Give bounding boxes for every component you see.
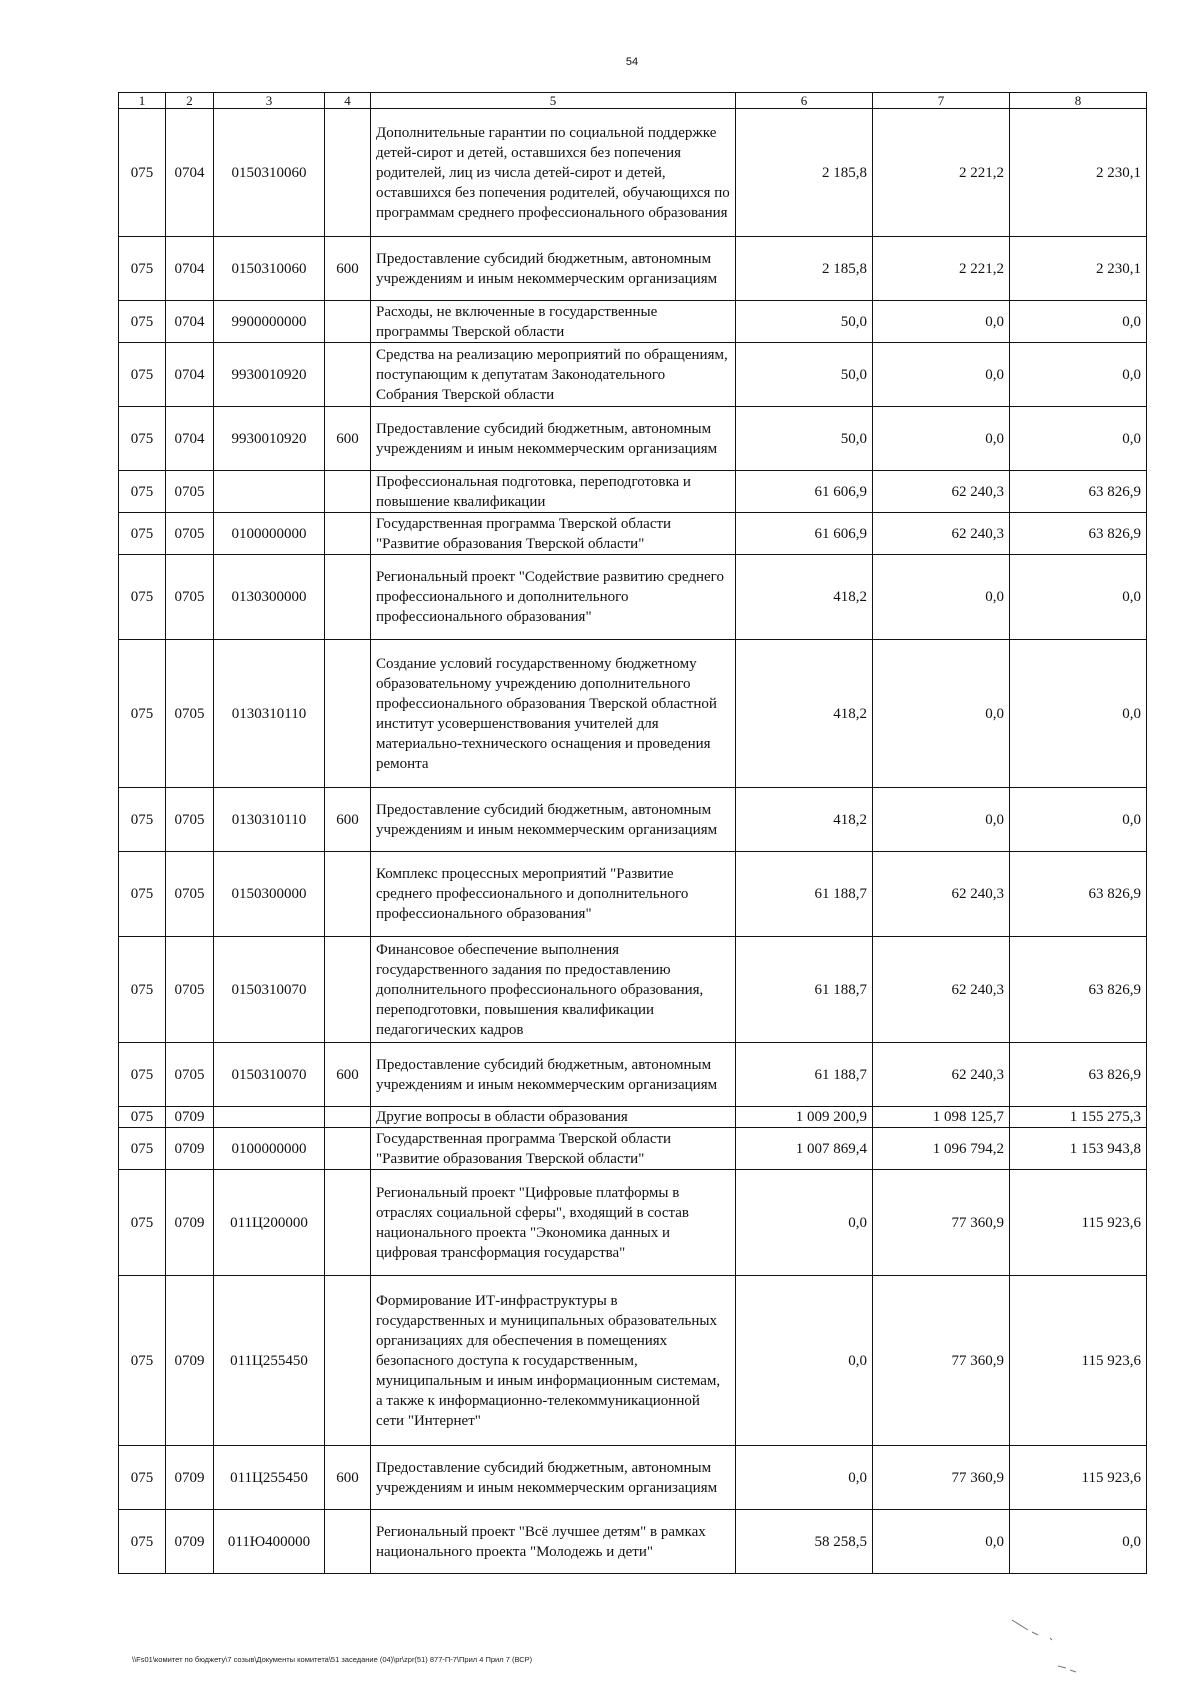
cell-section-code: 0709 [166, 1276, 214, 1446]
cell-amount-col7: 0,0 [873, 407, 1010, 471]
cell-amount-col7: 77 360,9 [873, 1170, 1010, 1276]
cell-code-admin: 075 [119, 1170, 166, 1276]
cell-description: Региональный проект "Содействие развитию среднего профессионального и дополнительного профессионального образования" [371, 555, 736, 640]
table-row [119, 640, 1147, 788]
cell-expense-type [325, 640, 371, 788]
cell-target-article: 0150310070 [214, 1043, 325, 1107]
cell-description: Региональный проект "Цифровые платформы в отраслях социальной сферы", входящий в состав национального проекта "Экономика данных и цифровая трансформация государства" [371, 1170, 736, 1276]
cell-amount-col7: 2 221,2 [873, 109, 1010, 237]
cell-expense-type [325, 555, 371, 640]
cell-amount-col6: 1 007 869,4 [736, 1128, 873, 1170]
cell-amount-col7: 77 360,9 [873, 1276, 1010, 1446]
cell-amount-col7: 0,0 [873, 640, 1010, 788]
cell-target-article: 011Ц255450 [214, 1446, 325, 1510]
cell-section-code: 0709 [166, 1446, 214, 1510]
cell-code-admin: 075 [119, 471, 166, 513]
cell-expense-type [325, 1170, 371, 1276]
cell-section-code: 0705 [166, 937, 214, 1043]
cell-section-code: 0704 [166, 343, 214, 407]
cell-description: Предоставление субсидий бюджетным, автономным учреждениям и иным некоммерческим организациям [371, 1446, 736, 1510]
cell-code-admin: 075 [119, 1510, 166, 1574]
cell-amount-col6: 61 606,9 [736, 513, 873, 555]
cell-amount-col8: 0,0 [1010, 788, 1147, 852]
cell-description: Расходы, не включенные в государственные программы Тверской области [371, 301, 736, 343]
cell-section-code: 0705 [166, 471, 214, 513]
table-row [119, 1276, 1147, 1446]
cell-description: Профессиональная подготовка, переподготовка и повышение квалификации [371, 471, 736, 513]
cell-amount-col7: 77 360,9 [873, 1446, 1010, 1510]
cell-target-article: 0100000000 [214, 1128, 325, 1170]
cell-code-admin: 075 [119, 1276, 166, 1446]
cell-amount-col6: 61 188,7 [736, 1043, 873, 1107]
cell-amount-col8: 0,0 [1010, 301, 1147, 343]
cell-amount-col7: 62 240,3 [873, 471, 1010, 513]
column-header: 2 [166, 93, 214, 109]
budget-table [118, 92, 1147, 1574]
cell-target-article [214, 1107, 325, 1128]
cell-section-code: 0709 [166, 1128, 214, 1170]
cell-target-article: 0150310060 [214, 237, 325, 301]
cell-code-admin: 075 [119, 640, 166, 788]
cell-expense-type [325, 1276, 371, 1446]
cell-target-article: 011Ц255450 [214, 1276, 325, 1446]
column-header: 6 [736, 93, 873, 109]
cell-description: Создание условий государственному бюджетному образовательному учреждению дополнительного профессионального образования Тверской областной институт усовершенствования учителей для материально-технического оснащения и проведения ремонта [371, 640, 736, 788]
cell-target-article: 0150310070 [214, 937, 325, 1043]
cell-amount-col8: 1 153 943,8 [1010, 1128, 1147, 1170]
cell-amount-col6: 2 185,8 [736, 109, 873, 237]
page-number: 54 [625, 56, 639, 68]
cell-amount-col8: 2 230,1 [1010, 109, 1147, 237]
cell-amount-col6: 418,2 [736, 555, 873, 640]
cell-code-admin: 075 [119, 237, 166, 301]
cell-amount-col7: 2 221,2 [873, 237, 1010, 301]
cell-description: Государственная программа Тверской области "Развитие образования Тверской области" [371, 1128, 736, 1170]
cell-section-code: 0705 [166, 640, 214, 788]
cell-section-code: 0709 [166, 1170, 214, 1276]
cell-target-article: 0150300000 [214, 852, 325, 937]
column-header: 5 [371, 93, 736, 109]
table-row [119, 407, 1147, 471]
cell-section-code: 0705 [166, 513, 214, 555]
cell-target-article: 9930010920 [214, 343, 325, 407]
cell-expense-type [325, 513, 371, 555]
cell-amount-col8: 115 923,6 [1010, 1170, 1147, 1276]
cell-description: Региональный проект "Всё лучшее детям" в рамках национального проекта "Молодежь и дети" [371, 1510, 736, 1574]
cell-amount-col6: 61 606,9 [736, 471, 873, 513]
cell-expense-type [325, 1510, 371, 1574]
table-row [119, 1107, 1147, 1128]
table-row [119, 109, 1147, 237]
cell-amount-col7: 62 240,3 [873, 513, 1010, 555]
cell-amount-col6: 0,0 [736, 1446, 873, 1510]
table-row [119, 1043, 1147, 1107]
cell-section-code: 0704 [166, 237, 214, 301]
cell-code-admin: 075 [119, 788, 166, 852]
cell-code-admin: 075 [119, 513, 166, 555]
cell-code-admin: 075 [119, 407, 166, 471]
cell-expense-type [325, 852, 371, 937]
cell-amount-col8: 0,0 [1010, 640, 1147, 788]
cell-amount-col8: 63 826,9 [1010, 471, 1147, 513]
column-header: 4 [325, 93, 371, 109]
cell-expense-type [325, 343, 371, 407]
cell-expense-type: 600 [325, 237, 371, 301]
cell-target-article: 011Ц200000 [214, 1170, 325, 1276]
cell-code-admin: 075 [119, 301, 166, 343]
cell-description: Финансовое обеспечение выполнения государственного задания по предоставлению дополнительного профессионального образования, переподготовки, повышения квалификации педагогических кадров [371, 937, 736, 1043]
cell-target-article: 0150310060 [214, 109, 325, 237]
cell-amount-col8: 115 923,6 [1010, 1276, 1147, 1446]
cell-section-code: 0709 [166, 1107, 214, 1128]
cell-amount-col7: 1 096 794,2 [873, 1128, 1010, 1170]
cell-description: Предоставление субсидий бюджетным, автономным учреждениям и иным некоммерческим организациям [371, 788, 736, 852]
table-row [119, 1510, 1147, 1574]
table-row [119, 852, 1147, 937]
cell-amount-col6: 418,2 [736, 640, 873, 788]
scan-mark-icon [1010, 1618, 1080, 1678]
cell-amount-col6: 2 185,8 [736, 237, 873, 301]
cell-expense-type: 600 [325, 407, 371, 471]
cell-description: Комплекс процессных мероприятий "Развитие среднего профессионального и дополнительного профессионального образования" [371, 852, 736, 937]
column-header: 7 [873, 93, 1010, 109]
cell-section-code: 0705 [166, 788, 214, 852]
cell-amount-col7: 62 240,3 [873, 852, 1010, 937]
cell-amount-col8: 63 826,9 [1010, 1043, 1147, 1107]
cell-code-admin: 075 [119, 1107, 166, 1128]
cell-section-code: 0705 [166, 1043, 214, 1107]
cell-description: Государственная программа Тверской области "Развитие образования Тверской области" [371, 513, 736, 555]
cell-amount-col6: 418,2 [736, 788, 873, 852]
cell-description: Предоставление субсидий бюджетным, автономным учреждениям и иным некоммерческим организациям [371, 1043, 736, 1107]
cell-amount-col6: 0,0 [736, 1276, 873, 1446]
table-row [119, 471, 1147, 513]
cell-amount-col8: 63 826,9 [1010, 937, 1147, 1043]
column-header: 1 [119, 93, 166, 109]
table-row [119, 237, 1147, 301]
cell-amount-col7: 0,0 [873, 788, 1010, 852]
table-row [119, 788, 1147, 852]
table-header-row [119, 93, 1147, 109]
column-header: 3 [214, 93, 325, 109]
cell-expense-type: 600 [325, 788, 371, 852]
cell-section-code: 0705 [166, 852, 214, 937]
cell-section-code: 0704 [166, 109, 214, 237]
cell-amount-col8: 0,0 [1010, 555, 1147, 640]
cell-amount-col6: 61 188,7 [736, 937, 873, 1043]
table-row [119, 555, 1147, 640]
cell-target-article: 0130310110 [214, 788, 325, 852]
cell-code-admin: 075 [119, 555, 166, 640]
cell-target-article: 0100000000 [214, 513, 325, 555]
cell-description: Предоставление субсидий бюджетным, автономным учреждениям и иным некоммерческим организациям [371, 237, 736, 301]
cell-amount-col8: 63 826,9 [1010, 852, 1147, 937]
cell-amount-col7: 0,0 [873, 555, 1010, 640]
cell-amount-col6: 58 258,5 [736, 1510, 873, 1574]
cell-amount-col8: 115 923,6 [1010, 1446, 1147, 1510]
cell-description: Средства на реализацию мероприятий по обращениям, поступающим к депутатам Законодательного Собрания Тверской области [371, 343, 736, 407]
cell-target-article: 011Ю400000 [214, 1510, 325, 1574]
cell-amount-col6: 1 009 200,9 [736, 1107, 873, 1128]
cell-expense-type [325, 301, 371, 343]
table-row [119, 301, 1147, 343]
cell-target-article: 9930010920 [214, 407, 325, 471]
table-row [119, 1170, 1147, 1276]
cell-expense-type: 600 [325, 1043, 371, 1107]
cell-amount-col6: 50,0 [736, 343, 873, 407]
cell-target-article [214, 471, 325, 513]
cell-code-admin: 075 [119, 343, 166, 407]
table-row [119, 937, 1147, 1043]
cell-description: Предоставление субсидий бюджетным, автономным учреждениям и иным некоммерческим организациям [371, 407, 736, 471]
cell-amount-col6: 0,0 [736, 1170, 873, 1276]
cell-amount-col8: 0,0 [1010, 343, 1147, 407]
cell-code-admin: 075 [119, 1043, 166, 1107]
cell-target-article: 0130300000 [214, 555, 325, 640]
cell-amount-col8: 0,0 [1010, 407, 1147, 471]
cell-amount-col7: 62 240,3 [873, 937, 1010, 1043]
table-row [119, 343, 1147, 407]
cell-section-code: 0705 [166, 555, 214, 640]
cell-description: Другие вопросы в области образования [371, 1107, 736, 1128]
cell-amount-col7: 0,0 [873, 343, 1010, 407]
column-header: 8 [1010, 93, 1147, 109]
cell-expense-type [325, 471, 371, 513]
cell-amount-col7: 0,0 [873, 1510, 1010, 1574]
cell-expense-type [325, 1128, 371, 1170]
cell-amount-col6: 50,0 [736, 301, 873, 343]
cell-amount-col7: 0,0 [873, 301, 1010, 343]
cell-code-admin: 075 [119, 109, 166, 237]
cell-expense-type [325, 937, 371, 1043]
cell-amount-col7: 1 098 125,7 [873, 1107, 1010, 1128]
cell-amount-col8: 2 230,1 [1010, 237, 1147, 301]
cell-amount-col6: 50,0 [736, 407, 873, 471]
cell-target-article: 9900000000 [214, 301, 325, 343]
cell-expense-type: 600 [325, 1446, 371, 1510]
cell-expense-type [325, 1107, 371, 1128]
cell-section-code: 0704 [166, 407, 214, 471]
cell-amount-col6: 61 188,7 [736, 852, 873, 937]
cell-description: Дополнительные гарантии по социальной поддержке детей-сирот и детей, оставшихся без попечения родителей, лиц из числа детей-сирот и детей, оставшихся без попечения родителей, обучающихся по программам среднего профессионального образования [371, 109, 736, 237]
cell-code-admin: 075 [119, 937, 166, 1043]
table-row [119, 1446, 1147, 1510]
cell-amount-col8: 1 155 275,3 [1010, 1107, 1147, 1128]
cell-code-admin: 075 [119, 1446, 166, 1510]
cell-amount-col7: 62 240,3 [873, 1043, 1010, 1107]
footer-file-path: \\Fs01\комитет по бюджету\7 созыв\Документы комитета\51 заседание (04)\pr\zpr(51) 877-П-7\Прил 4 Прил 7 (ВСР) [132, 1655, 533, 1664]
cell-code-admin: 075 [119, 852, 166, 937]
cell-amount-col8: 0,0 [1010, 1510, 1147, 1574]
cell-amount-col8: 63 826,9 [1010, 513, 1147, 555]
cell-section-code: 0704 [166, 301, 214, 343]
cell-code-admin: 075 [119, 1128, 166, 1170]
cell-expense-type [325, 109, 371, 237]
cell-description: Формирование ИТ-инфраструктуры в государственных и муниципальных образовательных организациях для обеспечения в помещениях безопасного доступа к государственным, муниципальным и иным информационным системам, а также к информационно-телекоммуникационной сети "Интернет" [371, 1276, 736, 1446]
table-row [119, 1128, 1147, 1170]
cell-section-code: 0709 [166, 1510, 214, 1574]
table-row [119, 513, 1147, 555]
cell-target-article: 0130310110 [214, 640, 325, 788]
